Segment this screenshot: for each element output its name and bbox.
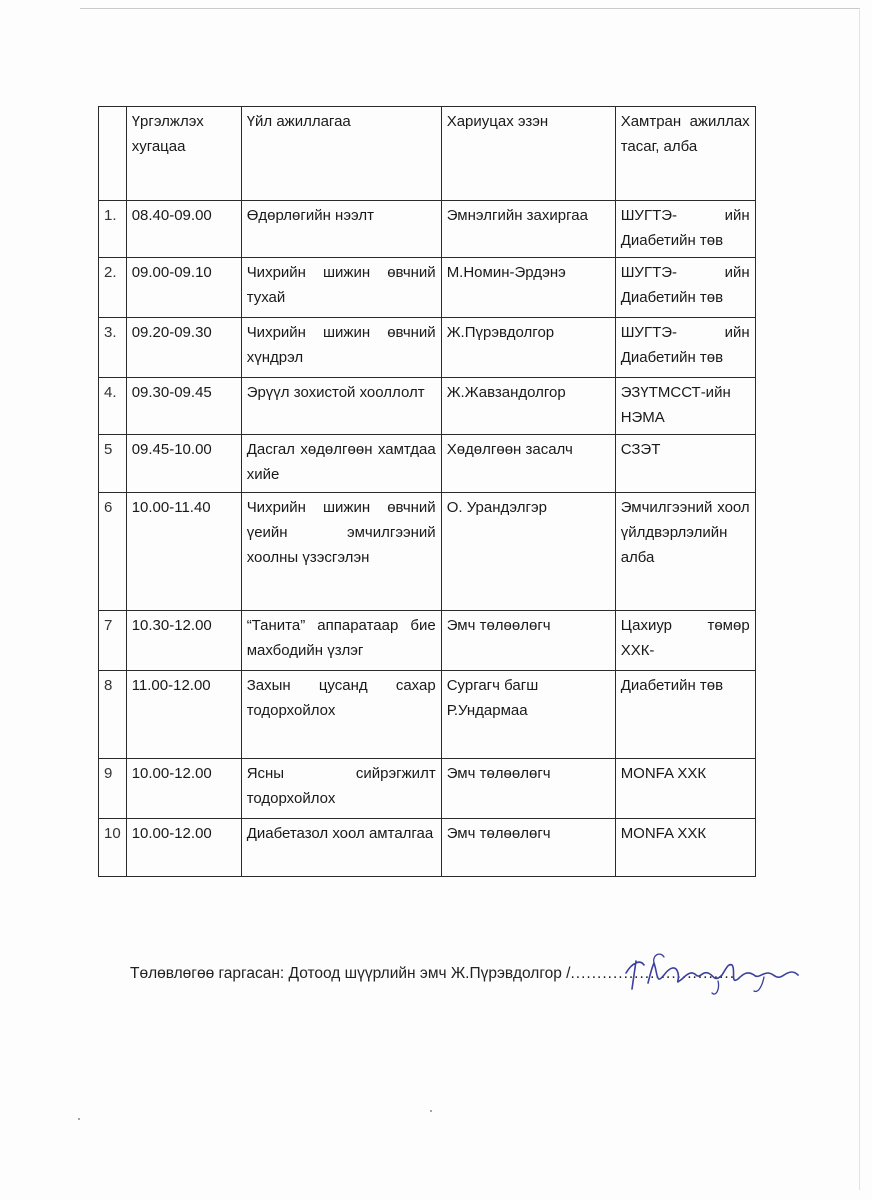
row-activity: Диабетазол хоол амталгаа [241,819,441,877]
row-partner: ШУГТЭ- ийн Диабетийн төв [615,258,755,318]
row-partner: MONFA ХХК [615,819,755,877]
row-responsible: Эмч төлөөлөгч [441,819,615,877]
row-number: 10 [99,819,127,877]
header-responsible: Хариуцах эзэн [441,107,615,201]
scan-edge-top [80,8,860,9]
header-duration: Үргэлжлэх хугацаа [126,107,241,201]
row-number: 9 [99,759,127,819]
row-partner: СЗЭТ [615,435,755,493]
row-partner: ШУГТЭ- ийн Диабетийн төв [615,318,755,378]
footer-text: Төлөвлөгөө гаргасан: Дотоод шүүрлийн эмч Ж.Пүрэвдолгор / [130,965,571,982]
handwritten-signature [618,945,803,1005]
header-partner: Хамтран ажиллах тасаг, алба [615,107,755,201]
row-responsible: Сургагч багш Р.Ундармаа [441,671,615,759]
row-partner: MONFA ХХК [615,759,755,819]
row-number: 7 [99,611,127,671]
row-time: 10.00-12.00 [126,819,241,877]
row-responsible: Ж.Жавзандолгор [441,378,615,435]
header-number [99,107,127,201]
table-row [99,611,756,671]
table-row [99,759,756,819]
row-activity: “Танита” аппаратаар бие махбодийн үзлэг [241,611,441,671]
scan-speck [78,1118,80,1120]
row-responsible: Ж.Пүрэвдолгор [441,318,615,378]
row-number: 2. [99,258,127,318]
row-activity: Чихрийн шижин өвчний хүндрэл [241,318,441,378]
table-row [99,493,756,611]
row-partner: ШУГТЭ- ийн Диабетийн төв [615,201,755,258]
row-time: 09.00-09.10 [126,258,241,318]
row-activity: Чихрийн шижин өвчний үеийн эмчилгээний хоолны үзэсгэлэн [241,493,441,611]
table-row [99,435,756,493]
signature-dots: ............................... [570,965,735,982]
row-number: 8 [99,671,127,759]
row-partner: Эмчилгээний хоол үйлдвэрлэлийн алба [615,493,755,611]
row-number: 5 [99,435,127,493]
row-time: 10.30-12.00 [126,611,241,671]
row-responsible: М.Номин-Эрдэнэ [441,258,615,318]
row-time: 11.00-12.00 [126,671,241,759]
row-partner: Цахиур төмөр ХХК- [615,611,755,671]
header-activity: Үйл ажиллагаа [241,107,441,201]
row-activity: Захын цусанд сахар тодорхойлох [241,671,441,759]
row-time: 09.30-09.45 [126,378,241,435]
row-number: 1. [99,201,127,258]
table-row [99,318,756,378]
row-activity: Өдөрлөгийн нээлт [241,201,441,258]
row-time: 10.00-11.40 [126,493,241,611]
row-time: 10.00-12.00 [126,759,241,819]
schedule-table [98,106,756,877]
row-responsible: О. Урандэлгэр [441,493,615,611]
table-row [99,201,756,258]
row-number: 6 [99,493,127,611]
scan-speck [430,1110,432,1112]
table-header-row [99,107,756,201]
row-activity: Эрүүл зохистой хооллолт [241,378,441,435]
row-time: 08.40-09.00 [126,201,241,258]
row-number: 4. [99,378,127,435]
row-activity: Дасгал хөдөлгөөн хамтдаа хийе [241,435,441,493]
row-number: 3. [99,318,127,378]
table-row [99,258,756,318]
row-activity: Ясны сийрэгжилт тодорхойлох [241,759,441,819]
row-activity: Чихрийн шижин өвчний тухай [241,258,441,318]
row-responsible: Эмнэлгийн захиргаа [441,201,615,258]
table-row [99,819,756,877]
row-time: 09.45-10.00 [126,435,241,493]
row-partner: Диабетийн төв [615,671,755,759]
row-responsible: Хөдөлгөөн засалч [441,435,615,493]
scan-edge-right [859,10,860,1190]
row-time: 09.20-09.30 [126,318,241,378]
table-row [99,671,756,759]
row-responsible: Эмч төлөөлөгч [441,611,615,671]
table-row [99,378,756,435]
row-partner: ЭЗҮТМССТ-ийн НЭМА [615,378,755,435]
row-responsible: Эмч төлөөлөгч [441,759,615,819]
